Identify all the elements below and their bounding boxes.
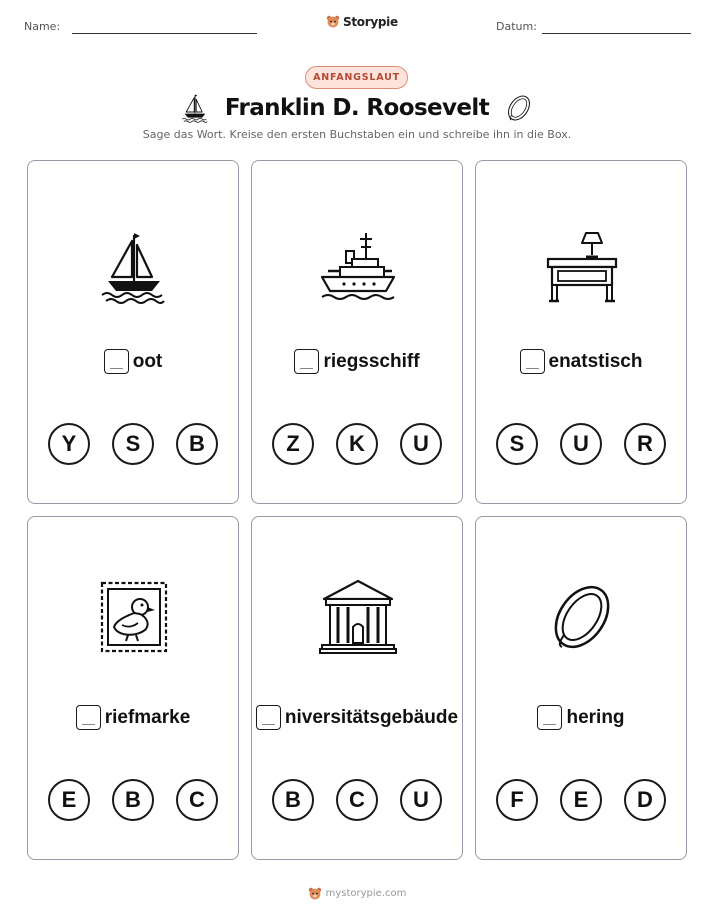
letter-options [252,779,462,821]
word-rest: riefmarke [104,706,191,728]
letter-option[interactable]: B [272,779,314,821]
storypie-bear-icon [308,886,322,901]
letter-option[interactable]: F [496,779,538,821]
word-row [476,349,686,374]
word-row [252,705,462,730]
topic-badge: ANFANGSLAUT [305,66,408,89]
word-rest: niversitätsgebäude [284,706,459,728]
letter-options [252,423,462,465]
answer-box[interactable] [537,705,562,730]
letter-options [28,423,238,465]
name-line[interactable] [72,33,257,34]
ring-icon [542,577,622,657]
word-row [28,349,238,374]
answer-box[interactable] [520,349,545,374]
letter-option[interactable]: U [560,423,602,465]
exercise-card [27,160,239,504]
letter-option[interactable]: Z [272,423,314,465]
desk-with-lamp-icon [542,227,622,307]
storypie-logo [326,14,398,29]
exercise-card [475,516,687,860]
word-rest: hering [566,706,625,728]
letter-option[interactable]: D [624,779,666,821]
answer-box[interactable] [256,705,281,730]
sailboat-icon [94,227,174,307]
page-title: Franklin D. Roosevelt [224,95,490,121]
instructions: Sage das Wort. Kreise den ersten Buchstaben ein und schreibe ihn in die Box. [142,128,572,141]
word-rest: riegsschiff [323,350,420,372]
brand-name: Storypie [343,14,398,29]
title-row [0,90,714,126]
storypie-bear-icon [326,14,340,29]
university-building-icon [318,577,398,657]
letter-option[interactable]: S [112,423,154,465]
exercise-card [251,160,463,504]
letter-option[interactable]: S [496,423,538,465]
word-rest: oot [132,350,163,372]
word-row [252,349,462,374]
letter-option[interactable]: B [176,423,218,465]
letter-option[interactable]: C [176,779,218,821]
letter-option[interactable]: K [336,423,378,465]
letter-options [476,779,686,821]
letter-option[interactable]: U [400,423,442,465]
exercise-card [475,160,687,504]
letter-option[interactable]: B [112,779,154,821]
answer-box[interactable] [294,349,319,374]
word-rest: enatstisch [548,350,643,372]
letter-option[interactable]: R [624,423,666,465]
sailboat-icon [179,92,211,124]
letter-option[interactable]: Y [48,423,90,465]
name-label: Name: [24,20,61,33]
answer-box[interactable] [76,705,101,730]
exercise-card [27,516,239,860]
letter-option[interactable]: C [336,779,378,821]
answer-box[interactable] [104,349,129,374]
letter-option[interactable]: E [48,779,90,821]
letter-option[interactable]: E [560,779,602,821]
exercise-card [251,516,463,860]
battleship-icon [318,227,398,307]
date-line[interactable] [542,33,691,34]
letter-options [476,423,686,465]
letter-option[interactable]: U [400,779,442,821]
footer-url[interactable]: mystorypie.com [325,888,407,899]
word-row [28,705,238,730]
word-row [476,705,686,730]
footer [0,886,714,901]
duck-stamp-icon [94,577,174,657]
ring-icon [503,92,535,124]
date-label: Datum: [496,20,537,33]
letter-options [28,779,238,821]
